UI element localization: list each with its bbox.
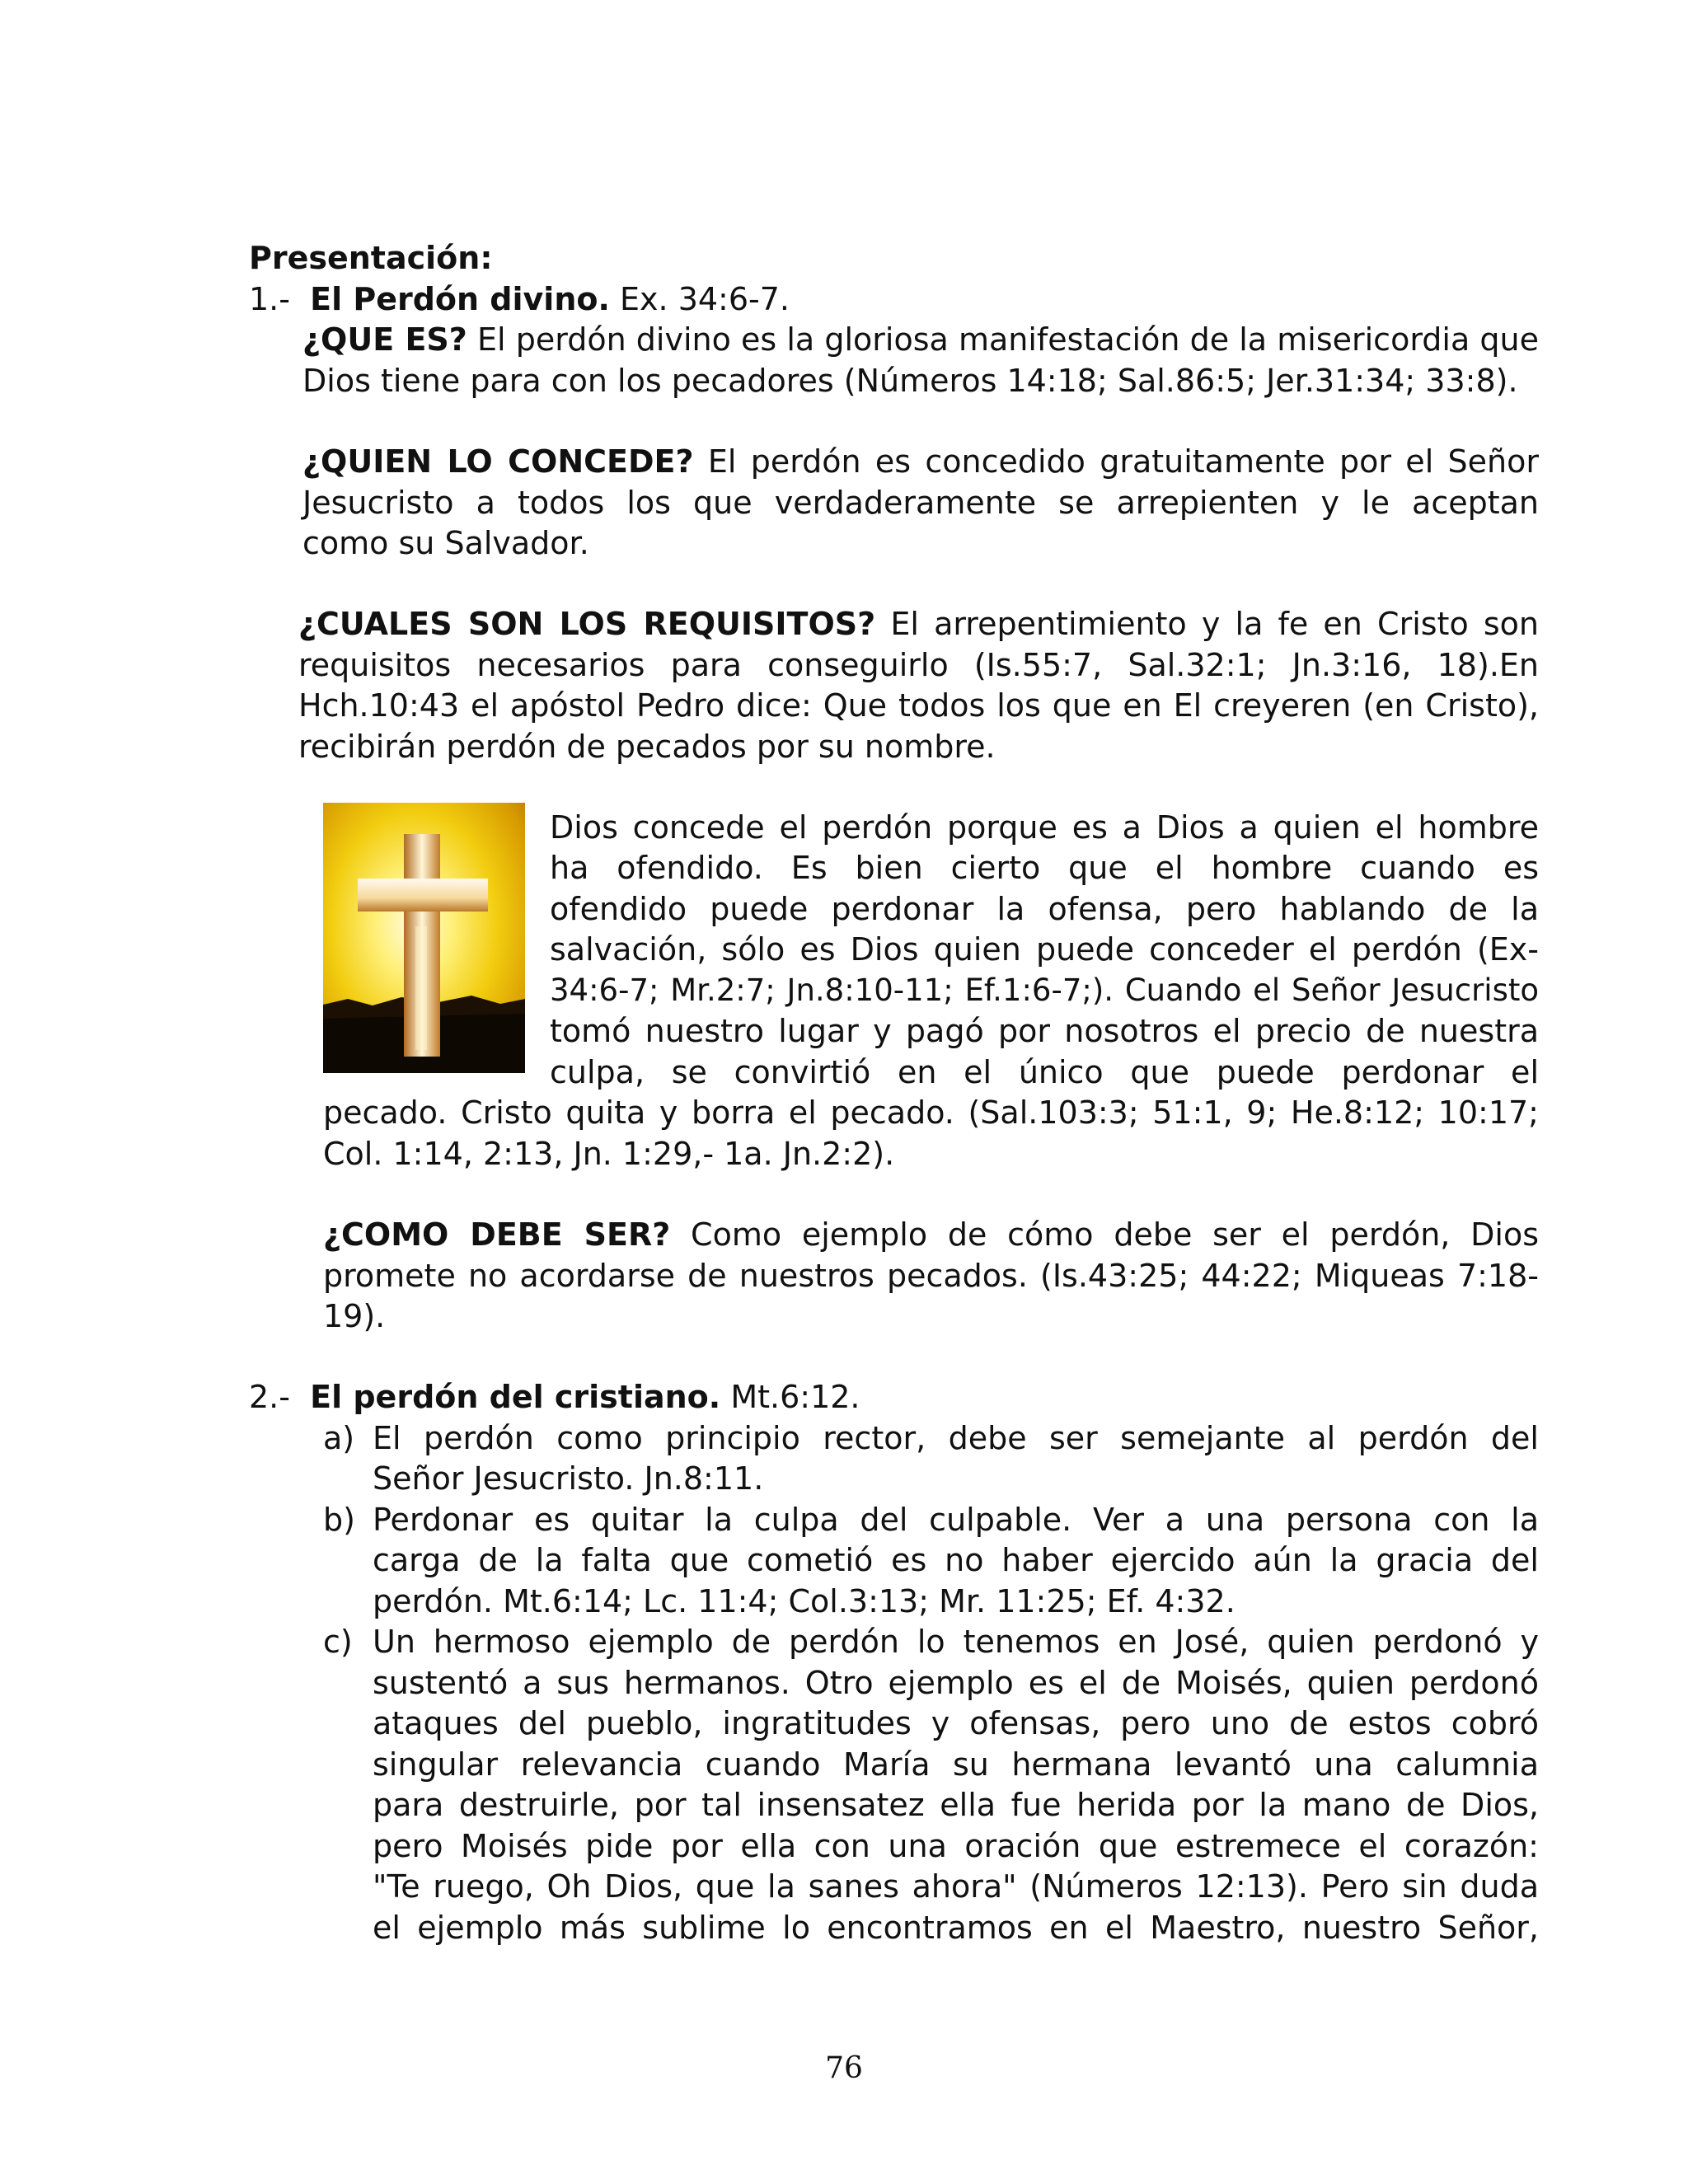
requisitos-line-2: requisitos necesarios para conseguirlo (Is.55:7, Sal.32:1; Jn.3:16, 18).En bbox=[298, 647, 1539, 683]
que-es-heading: ¿QUE ES? bbox=[302, 321, 467, 358]
como-line-3: 19). bbox=[323, 1298, 386, 1334]
item-2c-line-5: para destruirle, por tal insensatez ella fue herida por la mano de Dios, bbox=[373, 1787, 1539, 1823]
concede-line-6: tomó nuestro lugar y pagó por nosotros el precio de nuestra bbox=[550, 1013, 1539, 1049]
como-line-1: ¿COMO DEBE SER? Como ejemplo de cómo debe ser el perdón, Dios bbox=[323, 1216, 1539, 1253]
concede-line-7: culpa, se convirtió en el único que puede perdonar el bbox=[550, 1054, 1539, 1090]
item-2c-line-4: singular relevancia cuando María su hermana levantó una calumnia bbox=[373, 1746, 1539, 1783]
requisitos-line-3: Hch.10:43 el apóstol Pedro dice: Que todos los que en El creyeren (en Cristo), bbox=[298, 687, 1539, 724]
quien-line-3: como su Salvador. bbox=[302, 525, 589, 561]
concede-line-2: ha ofendido. Es bien cierto que el hombre cuando es bbox=[550, 850, 1539, 886]
item-2c-line-8: el ejemplo más sublime lo encontramos en el Maestro, nuestro Señor, bbox=[373, 1910, 1539, 1946]
item-1-title: El Perdón divino. bbox=[310, 281, 610, 317]
como-heading: ¿COMO DEBE SER? bbox=[323, 1216, 671, 1253]
quien-line-1: ¿QUIEN LO CONCEDE? El perdón es concedido gratuitamente por el Señor bbox=[302, 443, 1539, 480]
item-2-title: El perdón del cristiano. bbox=[310, 1379, 721, 1415]
item-2c-line-3: ataques del pueblo, ingratitudes y ofensas, pero uno de estos cobró bbox=[373, 1705, 1539, 1741]
page-number: 76 bbox=[825, 2051, 863, 2085]
item-2c-line-1: Un hermoso ejemplo de perdón lo tenemos en José, quien perdonó y bbox=[373, 1624, 1539, 1660]
concede-line-5: 34:6-7; Mr.2:7; Jn.8:10-11; Ef.1:6-7;). Cuando el Señor Jesucristo bbox=[550, 972, 1539, 1008]
item-2-reference: Mt.6:12. bbox=[730, 1379, 860, 1415]
item-2c-marker: c) bbox=[323, 1624, 353, 1660]
requisitos-line-1: ¿CUALES SON LOS REQUISITOS? El arrepentimiento y la fe en Cristo son bbox=[298, 606, 1539, 642]
item-2c-line-6: pero Moisés pide por ella con una oración que estremece el corazón: bbox=[373, 1828, 1539, 1864]
item-2b-line-3: perdón. Mt.6:14; Lc. 11:4; Col.3:13; Mr. 11:25; Ef. 4:32. bbox=[373, 1583, 1236, 1619]
item-2b-line-2: carga de la falta que cometió es no haber ejercido aún la gracia del bbox=[373, 1542, 1539, 1578]
section-title: Presentación: bbox=[249, 240, 493, 276]
item-2c-line-7: "Te ruego, Oh Dios, que la sanes ahora" (Números 12:13). Pero sin duda bbox=[373, 1868, 1539, 1905]
item-2c-line-2: sustentó a sus hermanos. Otro ejemplo es el de Moisés, quien perdonó bbox=[373, 1665, 1539, 1701]
concede-line-9: Col. 1:14, 2:13, Jn. 1:29,- 1a. Jn.2:2). bbox=[323, 1136, 895, 1172]
quien-heading: ¿QUIEN LO CONCEDE? bbox=[302, 443, 694, 480]
item-1-number: 1.- bbox=[249, 281, 290, 317]
item-1-heading bbox=[249, 279, 790, 320]
quien-line-2: Jesucristo a todos los que verdaderamente se arrepienten y le aceptan bbox=[302, 485, 1539, 521]
concede-line-8: pecado. Cristo quita y borra el pecado. (Sal.103:3; 51:1, 9; He.8:12; 10:17; bbox=[323, 1094, 1539, 1131]
item-2a-marker: a) bbox=[323, 1420, 355, 1456]
requisitos-line-4: recibirán perdón de pecados por su nombre. bbox=[298, 729, 996, 765]
concede-line-4: salvación, sólo es Dios quien puede conceder el perdón (Ex- bbox=[550, 931, 1539, 968]
item-2a-line-2: Señor Jesucristo. Jn.8:11. bbox=[373, 1460, 764, 1497]
que-es-line-2: Dios tiene para con los pecadores (Números 14:18; Sal.86:5; Jer.31:34; 33:8). bbox=[302, 363, 1518, 399]
item-2b-line-1: Perdonar es quitar la culpa del culpable. Ver a una persona con la bbox=[373, 1502, 1539, 1538]
que-es-line-1: ¿QUE ES? El perdón divino es la gloriosa manifestación de la misericordia que bbox=[302, 321, 1539, 358]
como-line-2: promete no acordarse de nuestros pecados. (Is.43:25; 44:22; Miqueas 7:18- bbox=[323, 1258, 1539, 1294]
item-2-number: 2.- bbox=[249, 1379, 290, 1415]
glowing-cross-image bbox=[323, 803, 525, 1073]
concede-line-3: ofendido puede perdonar la ofensa, pero hablando de la bbox=[550, 891, 1539, 927]
item-2a-line-1: El perdón como principio rector, debe ser semejante al perdón del bbox=[373, 1420, 1539, 1456]
item-2-heading bbox=[249, 1376, 860, 1418]
concede-line-1: Dios concede el perdón porque es a Dios a quien el hombre bbox=[550, 809, 1539, 846]
item-2b-marker: b) bbox=[323, 1502, 355, 1538]
requisitos-heading: ¿CUALES SON LOS REQUISITOS? bbox=[298, 606, 876, 642]
item-1-reference: Ex. 34:6-7. bbox=[620, 281, 790, 317]
